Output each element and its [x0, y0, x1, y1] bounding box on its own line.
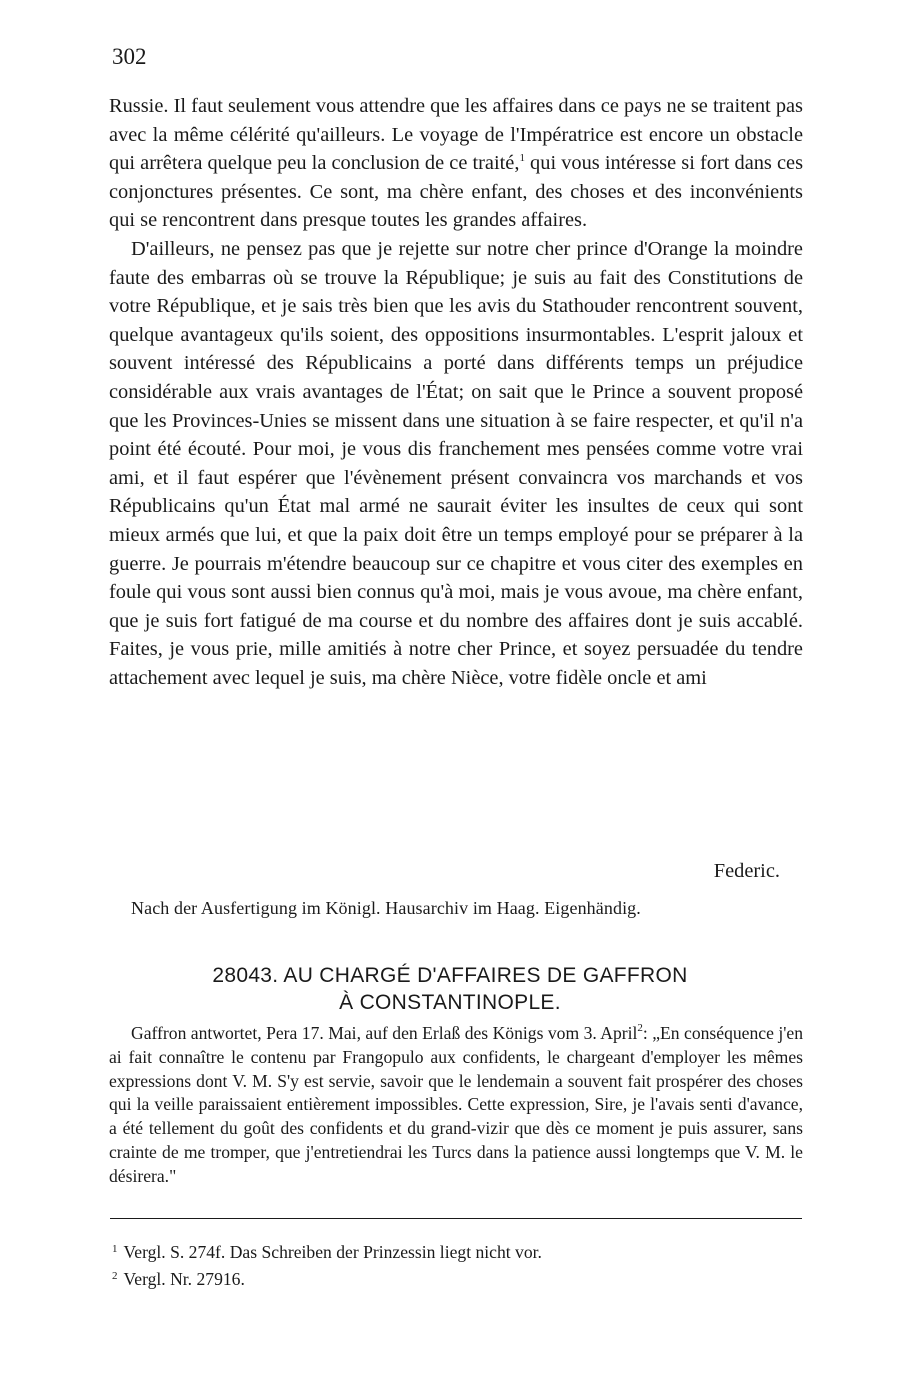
page-number: 302	[112, 44, 147, 69]
letter-summary	[109, 1022, 803, 1189]
paragraph: D'ailleurs, ne pensez pas que je rejette sur notre cher prince d'Orange la moindre faute des embarras où se trouve la République; je suis au fait des Constitutions de votre République, et je sais très bien que les avis du Stathouder rencontrent souvent, quelque avantageux qu'ils soient, des oppositions insurmontables. L'esprit jaloux et souvent intéressé des Républicains a porté dans différents temps un préjudice considérable aux vrais avantages de l'État; on sait que le Prince a souvent proposé que les Provinces-Unies se missent dans une situation à se faire respecter, et qu'il n'a point été écouté. Pour moi, je vous dis franchement mes pensées comme votre vrai ami, et il faut espérer que l'évènement présent convaincra vos marchands et vos Républicains qu'un État mal armé ne saurait éviter les insultes de ceux qui sont mieux armés que lui, et que la paix doit être un temps employé pour se préparer à la guerre. Je pourrais m'étendre beaucoup sur ce chapitre et vous citer des exemples en foule qui vous sont aussi bien connus qu'à moi, mais je vous avoue, ma chère enfant, que je suis fort fatigué de ma course et du nombre des affaires dont je suis accablé. Faites, je vous prie, mille amitiés à notre cher Prince, et soyez persuadée du tendre attachement avec lequel je suis, ma chère Nièce, votre fidèle oncle et ami	[109, 237, 803, 689]
heading-line: À CONSTANTINOPLE.	[339, 991, 561, 1014]
paragraph: Gaffron antwortet, Pera 17. Mai, auf den Erlaß des Königs vom 3. April$^2$: „En conséquence j'en ai fait connaître le contenu par Frangopulo aux confidents, le chargeant d'employer les mêmes expressions dont V. M. S'y est servie, savoir que le lendemain a souvent fait prospérer des choses qui la veille paraissaient entièrement impossibles. Cette expression, Sire, je l'avais senti d'avance, a été tellement du goût des confidents et du grand-vizir que dès ce moment je puis assurer, sans crainte de me tromper, que j'entretiendrai les Turcs dans la patience aussi longtemps que V. M. le désirera."	[109, 1022, 803, 1186]
signature: Federic.	[713, 860, 780, 882]
footnote-ref: 1	[519, 152, 525, 165]
source-note: Nach der Ausfertigung im Königl. Hausarchiv im Haag. Eigenhändig.	[131, 898, 641, 918]
letter-body	[109, 92, 803, 692]
heading-line: 28043. AU CHARGÉ D'AFFAIRES DE GAFFRON	[212, 964, 688, 987]
section-heading	[0, 962, 900, 1016]
paragraph: Russie. Il faut seulement vous attendre que les affaires dans ce pays ne se traitent pas avec la même célérité qu'ailleurs. Le voyage de l'Impératrice est encore un obstacle qui arrêtera quelque peu la conclusion de ce traité,$^1$ qui vous intéresse si fort dans ces conjonctures présentes. Ce sont, ma chère enfant, des choses et des inconvénients qui se rencontrent dans presque toutes les grandes affaires.	[109, 95, 804, 232]
footnote-divider	[110, 1218, 802, 1219]
footnote-ref: 2	[637, 1022, 643, 1034]
footnote: $^2$ Vergl. Nr. 27916.	[112, 1269, 245, 1289]
footnotes	[112, 1237, 542, 1291]
footnote: $^1$ Vergl. S. 274f. Das Schreiben der Prinzessin liegt nicht vor.	[112, 1242, 542, 1262]
